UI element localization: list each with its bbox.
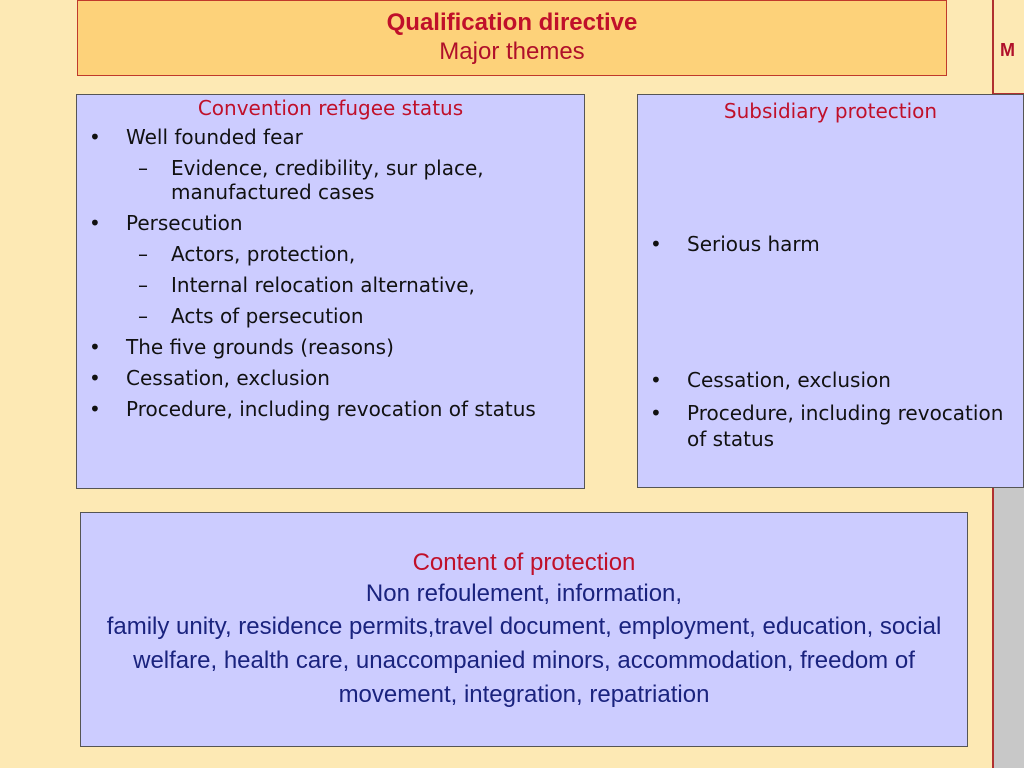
sub-list-item-text: Internal relocation alternative, (171, 273, 475, 297)
sub-list-item (126, 304, 584, 328)
bullet-icon: • (89, 366, 101, 390)
sub-list-item (126, 242, 584, 266)
list-item-text: Procedure, including revocation of status (687, 401, 1004, 451)
list-item-text: Persecution (126, 211, 243, 235)
panel-heading-convention: Convention refugee status (197, 96, 464, 120)
sub-list (126, 242, 584, 328)
list-item-text: Well founded fear (126, 125, 303, 149)
dash-icon: – (138, 304, 148, 328)
slide-subtitle: Major themes (439, 38, 585, 65)
sub-list-item-text: Evidence, credibility, sur place, manufactured cases (171, 156, 484, 204)
list-item-text: The five grounds (reasons) (126, 335, 394, 359)
side-letter: M (1000, 40, 1015, 60)
content-heading: Content of protection (412, 549, 636, 576)
side-strip-header (994, 0, 1024, 94)
content-line: Non refoulement, information, (365, 580, 683, 607)
dash-icon: – (138, 156, 148, 180)
content-of-protection-box (80, 512, 968, 747)
sub-list (126, 156, 584, 204)
slide-title: Qualification directive (386, 9, 638, 36)
convention-refugee-panel (76, 94, 585, 489)
subsidiary-list-top (638, 231, 1023, 257)
list-item (77, 335, 584, 359)
panel-heading-subsidiary: Subsidiary protection (723, 99, 938, 123)
content-line: family unity, residence permits,travel document, employment, education, social welfare, health care, unaccompanied minors, accommodation, freedom of movement, integration, repatriation (106, 613, 942, 708)
sub-list-item (126, 273, 584, 297)
slide-title-box (77, 0, 947, 76)
bullet-icon: • (89, 335, 101, 359)
bullet-icon: • (89, 211, 101, 235)
list-item-text: Serious harm (687, 232, 820, 256)
list-item-text: Cessation, exclusion (126, 366, 330, 390)
list-item (638, 231, 1023, 257)
list-item (77, 211, 584, 328)
convention-list (77, 125, 584, 421)
bullet-icon: • (650, 232, 662, 256)
list-item (77, 125, 584, 204)
subsidiary-list-bottom (638, 367, 1023, 452)
dash-icon: – (138, 273, 148, 297)
list-item (77, 397, 584, 421)
list-item (638, 400, 1023, 452)
bullet-icon: • (650, 368, 662, 392)
list-item (77, 366, 584, 390)
bullet-icon: • (650, 401, 662, 425)
sub-list-item-text: Actors, protection, (171, 242, 356, 266)
sub-list-item (126, 156, 584, 204)
bullet-icon: • (89, 125, 101, 149)
list-item-text: Cessation, exclusion (687, 368, 891, 392)
bullet-icon: • (89, 397, 101, 421)
subsidiary-protection-panel (637, 94, 1024, 488)
list-item-text: Procedure, including revocation of status (126, 397, 536, 421)
sub-list-item-text: Acts of persecution (171, 304, 364, 328)
dash-icon: – (138, 242, 148, 266)
list-item (638, 367, 1023, 393)
